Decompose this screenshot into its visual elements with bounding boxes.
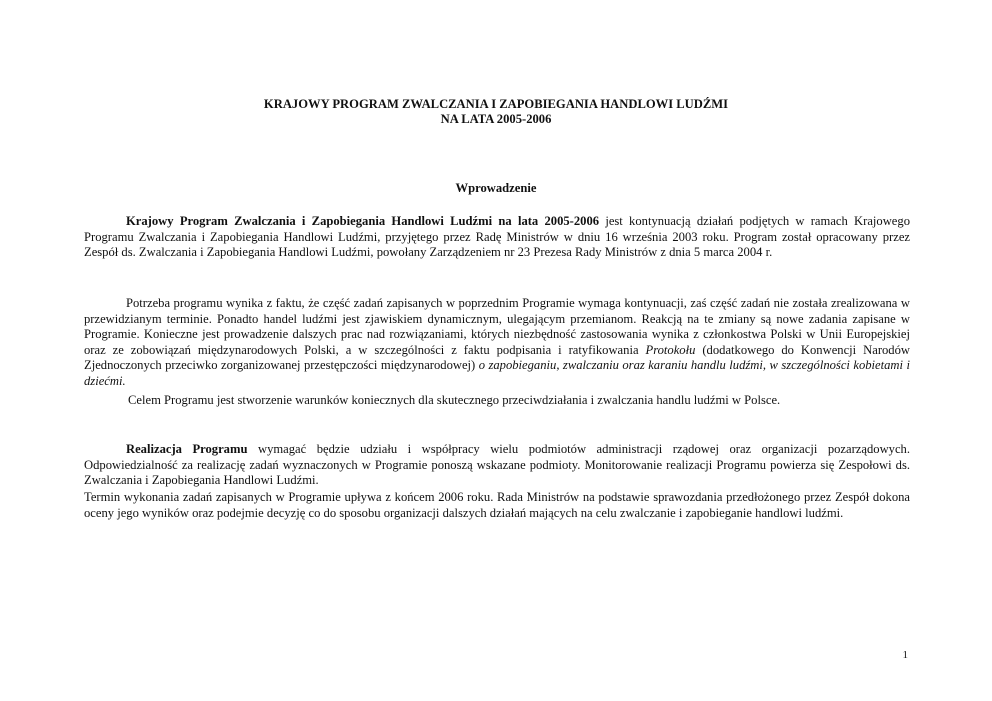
document-title bbox=[0, 97, 992, 127]
paragraph-implementation bbox=[84, 442, 910, 489]
paragraph-introduction-text: jest kontynuacją działań podjętych w ramach Krajowego Programu Zwalczania i Zapobiegania Handlowi Ludźmi, przyjętego przez Radę Ministrów w dniu 16 września 2003 roku. Program został opracowany przez Zespół ds. Zwalczania i Zapobiegania Handlowi Ludźmi, powołany Zarządzeniem nr 23 Prezesa Rady Ministrów z dnia 5 marca 2004 r. bbox=[84, 214, 910, 259]
protocol-italic: Protokołu bbox=[645, 342, 696, 357]
document-title-line-2: NA LATA 2005-2006 bbox=[440, 112, 552, 126]
paragraph-deadline: Termin wykonania zadań zapisanych w Programie upływa z końcem 2006 roku. Rada Ministrów na podstawie sprawozdania przedłożonego przez Zespół dokona oceny jego wyników oraz podejmie decyzję co do sposobu organizacji dalszych działań mających na celu zwalczanie i zapobieganie handlowi ludźmi. bbox=[84, 490, 910, 520]
paragraph-introduction bbox=[84, 214, 910, 261]
document-title-line-1: KRAJOWY PROGRAM ZWALCZANIA I ZAPOBIEGANIA HANDLOWI LUDŹMI bbox=[263, 97, 729, 111]
paragraph-need bbox=[84, 296, 910, 389]
protocol-title-italic: o zapobieganiu, zwalczaniu oraz karaniu handlu ludźmi, w szczególności kobietami i dziećmi. bbox=[84, 358, 910, 388]
paragraph-need-text-a: Potrzeba programu wynika z faktu, że część zadań zapisanych w poprzednim Programie wymaga kontynuacji, zaś część zadań nie została zrealizowana w przewidzianym terminie. Ponadto handel ludźmi jest zjawiskiem dynamicznym, ulegającym przemianom. Reakcją na te zmiany są nowe zadania zapisane w Programie. Konieczne jest prowadzenie dalszych prac nad rozwiązaniami, których niezbędność zastosowania wynika z członkostwa Polski w Unii Europejskiej oraz ze zobowiązań międzynarodowych Polski, a w szczególności z faktu podpisania i ratyfikowania bbox=[84, 296, 910, 357]
program-name-bold: Krajowy Program Zwalczania i Zapobiegania Handlowi Ludźmi na lata 2005-2006 bbox=[126, 214, 600, 228]
page-number: 1 bbox=[902, 649, 908, 661]
paragraph-implementation-text: wymagać będzie udziału i współpracy wielu podmiotów administracji rządowej oraz organizacji pozarządowych. Odpowiedzialność za realizację zadań wyznaczonych w Programie ponoszą wskazane podmioty. Monitorowanie realizacji Programu powierza się Zespołowi ds. Zwalczania i Zapobiegania Handlowi Ludźmi. bbox=[84, 442, 911, 487]
section-heading: Wprowadzenie bbox=[455, 181, 537, 195]
paragraph-need-text-b: (dodatkowego do Konwencji Narodów Zjednoczonych przeciwko zorganizowanej przestępczości międzynarodowej) bbox=[84, 342, 910, 372]
paragraph-goal: Celem Programu jest stworzenie warunków koniecznych dla skutecznego przeciwdziałania i zwalczania handlu ludźmi w Polsce. bbox=[128, 393, 781, 407]
implementation-bold: Realizacja Programu bbox=[126, 442, 248, 456]
